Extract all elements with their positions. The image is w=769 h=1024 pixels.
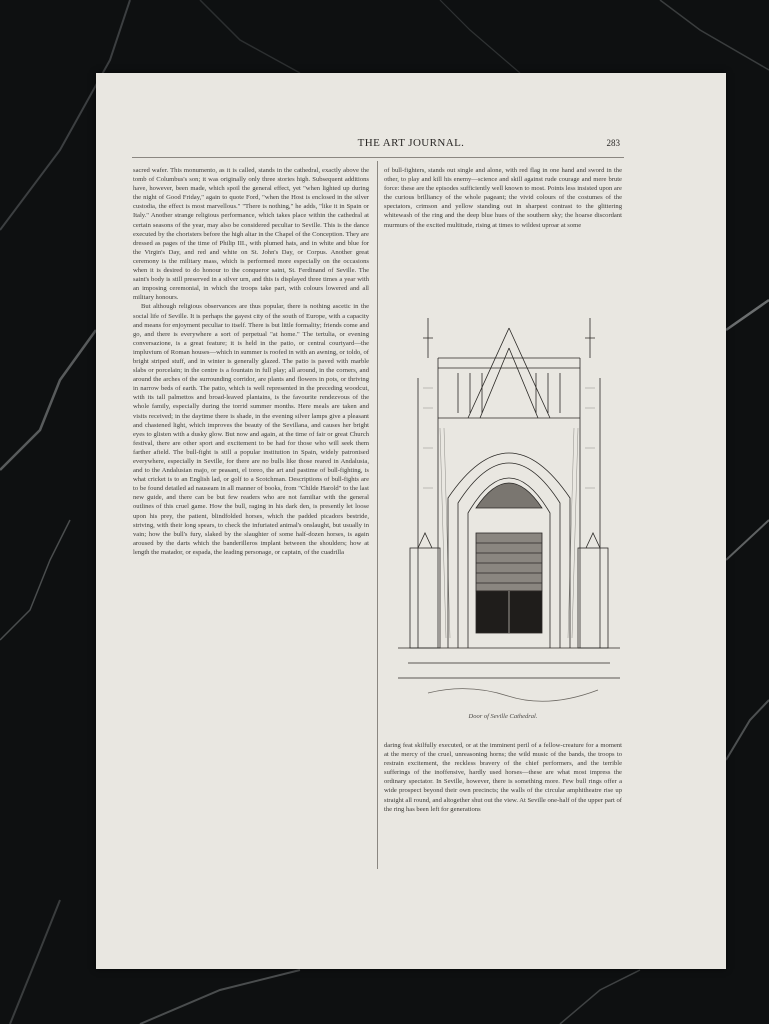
paragraph: of bull-fighters, stands out single and alone, with red flag in one hand and sword in the other, to play and kill his enemy—science and skill against rude courage and mere brute force: these are the episodes sufficiently well known to most. Points less insisted upon are the curious brilliancy of the whole pageant; the vivid colours of the costumes of the spectators, crimson and yellow standing out in sharpest contrast to the glittering whitewash of the ring and the deep blue hues of the southern sky; the hoarse discordant murmurs of the excited multitude, rising at times to wildest uproar at some: [384, 167, 622, 229]
journal-title: THE ART JOURNAL.: [357, 137, 465, 149]
left-column: [133, 166, 369, 866]
paragraph: But although religious observances are thus popular, there is nothing ascetic in the social life of Seville. It is perhaps the gayest city of the south of Europe, with a capacity and means for enjoyment peculiar to itself. There is but little formality; friends come and go, and there is everywhere a sort of perpetual "at home." The tertulia, or evening conversazione, is a great feature; it is held in the patio, or central courtyard—the impluvium of Roman houses—which in summer is roofed in with an awning, or toldo, of bright striped stuff, and in winter is generally glazed. The patio is paved with marble slabs or porcelain; in the centre is a fountain in full play; all around, in the corners, and around the arches of the surrounding corridor, are plants and flowers in pots, or thriving in narrow beds of earth. The patio, which is well represented in the preceding woodcut, with its tall palmettos and broad-leaved plantains, is the favourite rendezvous of the whole family, especially during the torrid summer months. Here meals are taken and visits received; in the daytime there is shade, in the evening silver lamps give a pleasant and chastened light, which improves the beauty of the Sevillana, and causes her bright eyes to glisten with a dusky glow. But now and again, at the time of fair or great Church festival, there are other sport and excitement to be had for those who will seek them farther afield. The bull-fight is still a popular institution in Spain, widely patronised everywhere, especially in Seville, for there are no bulls like those reared in Andalusia, and to the Andalusian majo, or peasant, el toreo, the art and pastime of bull-fighting, is what cricket is to an English lad, or golf to a Scotchman. Descriptions of bull-fights are to be found detailed ad nauseam in all manner of books, from "Childe Harold" to the last new guide, and there can be but few readers who are not familiar with the general outlines of this cruel game. How the bull, raging in his dark den, is presently let loose upon his prey, the patient, blindfolded horses, which the padded picadors bestride, striving, with their long spears, to check the infuriated animal's onslaught, but usually in vain; how the bull's fury, slaked by the slaughter of some half-dozen horses, is again aroused by the darts which the banderilleros implant between the shoulders; how at length the matador, or espada, the leading personage, or captain, of the cuadrilla: [133, 303, 369, 556]
journal-page: [96, 73, 726, 969]
paragraph: sacred wafer. This monumento, as it is called, stands in the cathedral, exactly above the tomb of Columbus's son; it was originally only three stories high. Subsequent additions have, however, been made, which spoil the general effect, yet "when lighted up during the night of Good Friday," again to quote Ford, "when the Host is enclosed in the silver custodia, the effect is most marvellous." "There is nothing," he adds, "like it in Spain or Italy." Another strange religious performance, which takes place within the cathedral at certain seasons of the year, may also be considered peculiar to Seville. This is the dance executed by the choristers before the high altar in the Chapel of the Conception. They are dressed as pages of the time of Philip III., with plumed hats, and in white and blue for the Virgin's Day, and red and white on St. John's Day, or Corpus. Another great ceremony is the military mass, which is performed more especially on the occasions when it is desired to do honour to the conqueror saint, St. Ferdinand of Seville. The saint's body is still preserved in a silver urn, and this is displayed three times a year with an imposing ceremonial, in which the troops take part, with colours lowered and all military honours.: [133, 167, 369, 302]
column-divider: [377, 161, 378, 869]
right-column-bottom: [384, 741, 622, 869]
illustration-caption: Door of Seville Cathedral.: [468, 713, 538, 720]
page-number: 283: [606, 138, 620, 148]
paragraph: daring feat skilfully executed, or at the imminent peril of a fellow-creature for a moment at the mercy of the cruel, unreasoning horns; the wild music of the bands, the troops to restrain excitement, the reckless bravery of the chief performers, and the terrible sufferings of the inoffensive, hardly used horses—these are what most impress the ordinary spectator. In Seville, however, there is something more. Few bull rings offer a wide prospect beyond their own precincts; the walls of the circular amphitheatre rise up straight all round, and altogether shut out the view. At Seville one-half of the upper part of the ring has been left for generations: [384, 742, 622, 813]
running-header: [96, 137, 726, 153]
right-column-top: [384, 166, 622, 276]
cathedral-door-engraving: [398, 298, 620, 708]
header-rule: [132, 157, 624, 158]
